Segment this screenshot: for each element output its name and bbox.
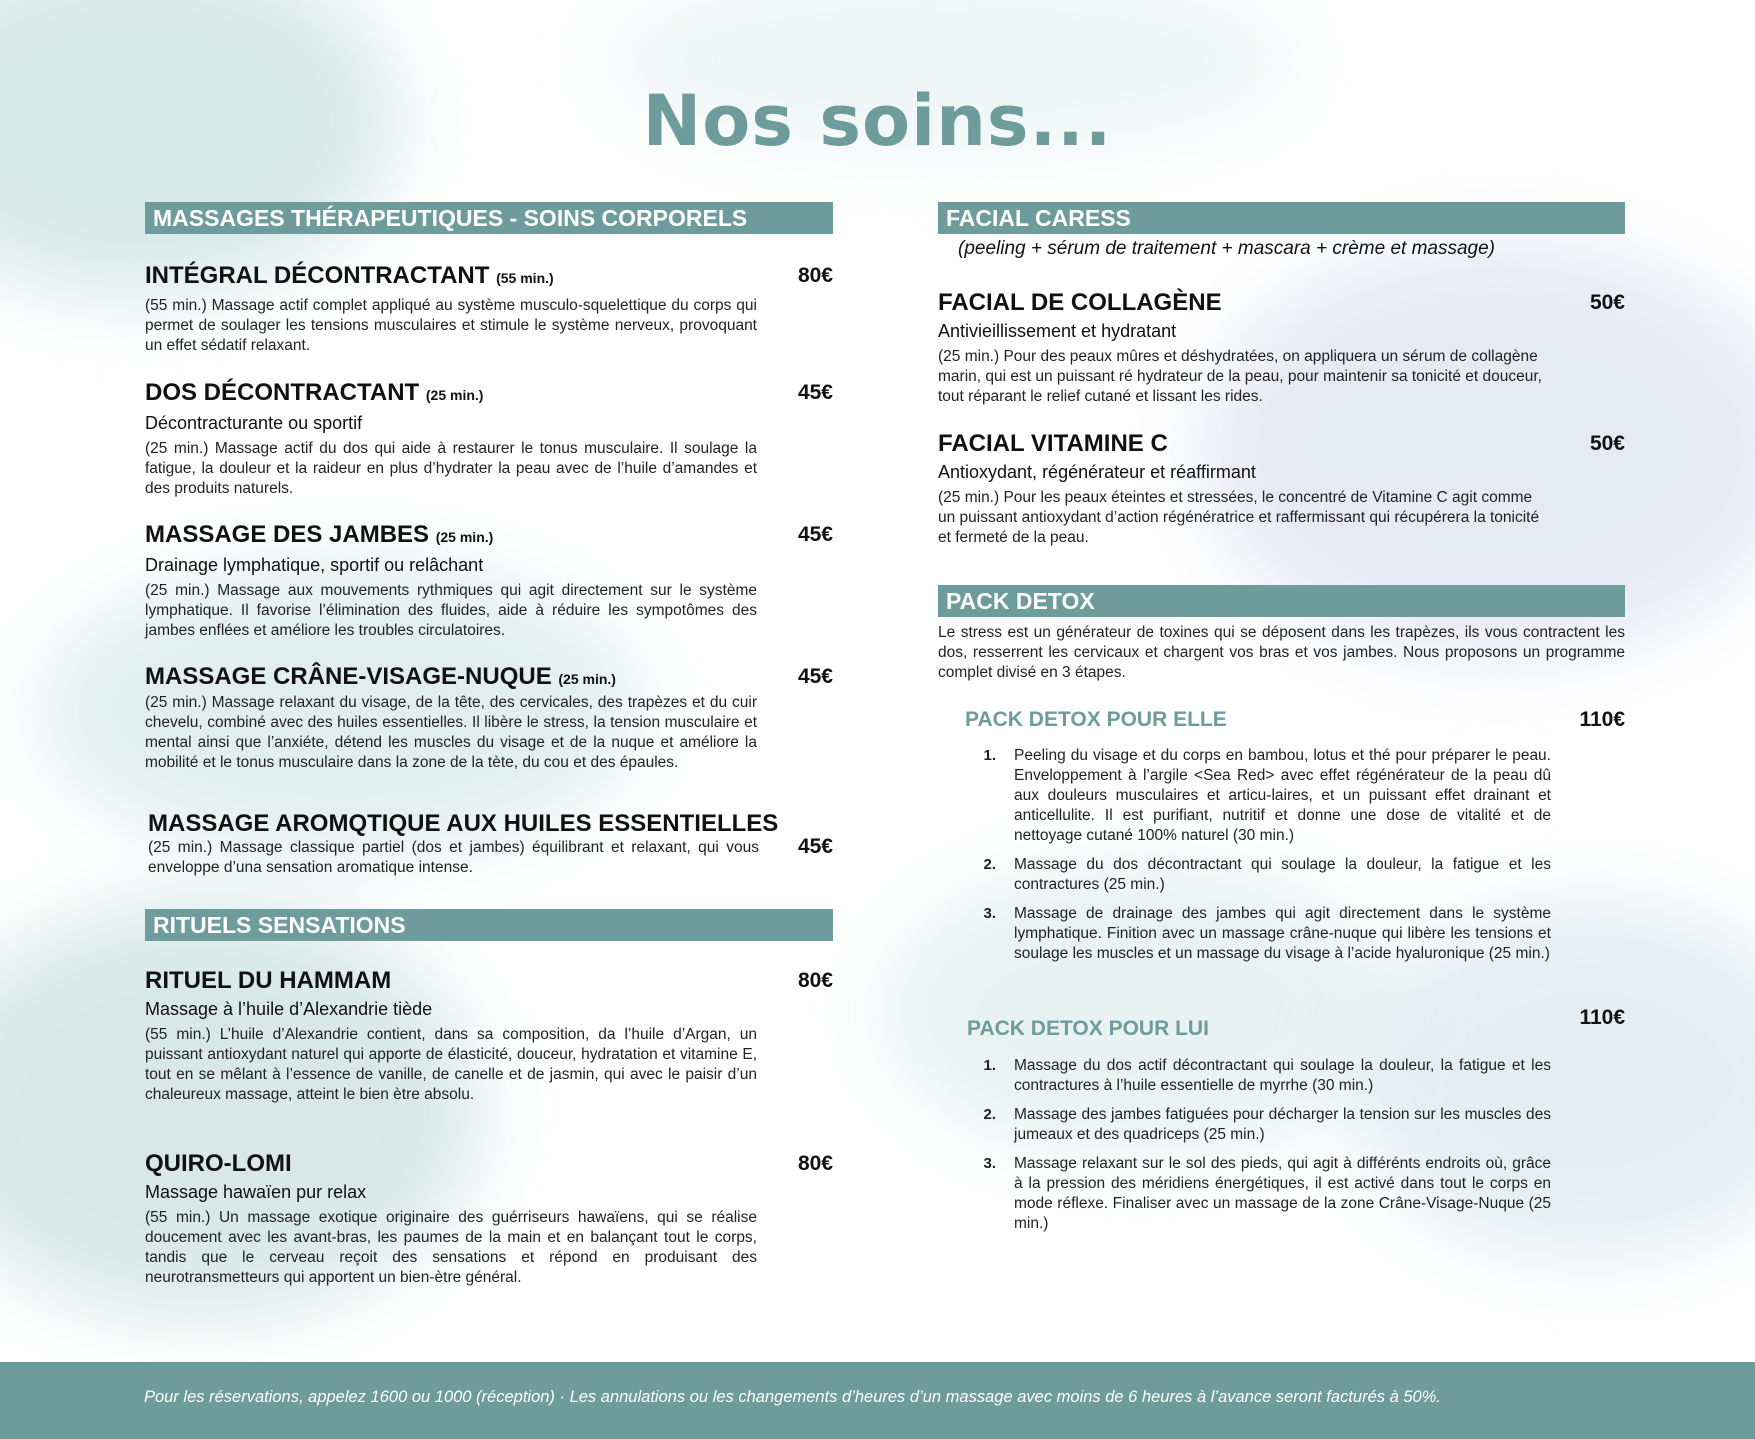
item-title: MASSAGE DES JAMBES (25 min.) bbox=[145, 521, 494, 548]
item-title: MASSAGE CRÂNE-VISAGE-NUQUE (25 min.) bbox=[145, 663, 616, 690]
item-description: (25 min.) Massage actif du dos qui aide à restaurer le tonus musculaire. Il soulage la fatigue, la douleur et la raideur en plus d’hydrater la peau avec de l’huile d’amandes et des produits naturels. bbox=[145, 440, 757, 497]
menu-item-hammam bbox=[145, 967, 757, 1105]
detox-intro bbox=[938, 623, 1625, 683]
footer-bar bbox=[0, 1362, 1755, 1439]
item-price: 80€ bbox=[797, 264, 833, 287]
item-title: MASSAGE AROMQTIQUE AUX HUILES ESSENTIELLES bbox=[148, 810, 779, 837]
pack-lui-steps bbox=[966, 1056, 1551, 1243]
section-heading-detox: PACK DETOX bbox=[938, 585, 1625, 617]
facial-note: (peeling + sérum de traitement + mascara + crème et massage) bbox=[958, 238, 1495, 259]
item-duration: (25 min.) bbox=[558, 671, 616, 687]
item-price: 45€ bbox=[797, 523, 833, 546]
step-number: 2. bbox=[983, 856, 996, 873]
menu-item-collagene bbox=[938, 289, 1550, 407]
pack-elle-price: 110€ bbox=[1579, 708, 1625, 731]
item-subtitle: Drainage lymphatique, sportif ou relâchant bbox=[145, 555, 484, 575]
item-price: 80€ bbox=[797, 969, 833, 992]
page-title: Nos soins... bbox=[642, 80, 1113, 162]
item-price: 80€ bbox=[797, 1152, 833, 1175]
item-duration: (25 min.) bbox=[425, 387, 484, 403]
pack-lui-title: PACK DETOX POUR LUI bbox=[967, 1017, 1209, 1040]
pack-lui-price: 110€ bbox=[1579, 1006, 1625, 1029]
menu-item-aromatique bbox=[148, 810, 779, 878]
item-title: DOS DÉCONTRACTANT (25 min.) bbox=[145, 379, 484, 406]
item-title: FACIAL DE COLLAGÈNE bbox=[938, 289, 1222, 316]
item-duration: (25 min.) bbox=[435, 529, 494, 545]
menu-item-integral bbox=[145, 262, 757, 356]
item-title: RITUEL DU HAMMAM bbox=[145, 967, 392, 994]
list-item: 2. Massage du dos décontractant qui soulage la douleur, la fatigue et les contractures (25 min.) bbox=[966, 855, 1551, 895]
menu-item-crane bbox=[145, 663, 757, 773]
list-item: 3. Massage de drainage des jambes qui agit directement dans le système lymphatique. Finition avec un massage crâne-nuque qui libère les tensions et soulage les muscles et un massage du visage à l’acide hyaluronique (25 min.) bbox=[966, 904, 1551, 964]
item-description: (25 min.) Pour des peaux mûres et déshydratées, on appliquera un sérum de collagène marin, qui est un puissant ré hydrateur de la peau, pour maintenir sa tonicité et douceur, tout réparant le relief cutané et lissant les rides. bbox=[938, 348, 1542, 405]
list-item: 3. Massage relaxant sur le sol des pieds, qui agit à différénts endroits où, grâce à la pression des méridiens énergétiques, il est activé dans tout le corps en mode réflexe. Finaliser avec un massage de la zone Crâne-Visage-Nuque (25 min.) bbox=[966, 1154, 1551, 1234]
menu-item-dos bbox=[145, 379, 757, 499]
item-description: (25 min.) Massage aux mouvements rythmiques qui agit directement sur le système lymphatique. Il favorise l’élimination des fluides, aide à réduire les sympotômes des jambes enflées et améliore les troubles circulatoires. bbox=[145, 582, 757, 639]
item-subtitle: Décontracturante ou sportif bbox=[145, 413, 363, 433]
item-duration: (55 min.) bbox=[496, 270, 554, 286]
item-subtitle: Massage à l’huile d’Alexandrie tiède bbox=[145, 999, 433, 1019]
pack-elle-title: PACK DETOX POUR ELLE bbox=[965, 708, 1227, 731]
item-subtitle: Massage hawaïen pur relax bbox=[145, 1182, 367, 1202]
menu-item-vitamine-c bbox=[938, 430, 1550, 548]
item-price: 50€ bbox=[1589, 291, 1625, 314]
step-number: 2. bbox=[983, 1106, 996, 1123]
item-price: 45€ bbox=[797, 665, 833, 688]
item-title: INTÉGRAL DÉCONTRACTANT (55 min.) bbox=[145, 262, 554, 289]
detox-intro-text: Le stress est un générateur de toxines qui se déposent dans les trapèzes, ils vous contractent les dos, resserrent les cervicaux et chargent vos bras et vos jambes. Nous proposons un programme complet divisé en 3 étapes. bbox=[938, 624, 1625, 681]
section-heading-facial: FACIAL CARESS bbox=[938, 202, 1625, 234]
item-title: FACIAL VITAMINE C bbox=[938, 430, 1168, 457]
menu-item-quiro-lomi bbox=[145, 1150, 757, 1288]
item-subtitle: Antioxydant, régénérateur et réaffirmant bbox=[938, 462, 1256, 482]
section-heading-massages: MASSAGES THÉRAPEUTIQUES - SOINS CORPORELS bbox=[145, 202, 833, 234]
step-number: 1. bbox=[983, 747, 996, 764]
section-heading-rituels: RITUELS SENSATIONS bbox=[145, 909, 833, 941]
step-number: 1. bbox=[983, 1057, 996, 1074]
step-number: 3. bbox=[983, 1155, 996, 1172]
footer-text: Pour les réservations, appelez 1600 ou 1000 (réception) · Les annulations ou les changements d’heures d’un massage avec moins de 6 heures à l’avance seront facturés à 50%. bbox=[144, 1388, 1441, 1406]
item-price: 50€ bbox=[1589, 432, 1625, 455]
item-description: (25 min.) Massage classique partiel (dos et jambes) équilibrant et relaxant, qui vous enveloppe d’una sensation aromatique intense. bbox=[148, 839, 759, 876]
item-description: (55 min.) Un massage exotique originaire des guérriseurs hawaïens, qui se réalise doucement avec les avant-bras, les paumes de la main et en balançant tout le corps, tandis que le cerveau reçoit des sensations et répond en produisant des neurotransmetteurs qui apportent un bien-ètre général. bbox=[145, 1209, 757, 1286]
item-description: (55 min.) Massage actif complet appliqué au système musculo-squelettique du corps qui permet de soulager les tensions musculaires et stimule le système nerveux, provoquant un effet sédatif relaxant. bbox=[145, 297, 757, 354]
item-title: QUIRO-LOMI bbox=[145, 1150, 292, 1177]
list-item: 2. Massage des jambes fatiguées pour décharger la tension sur les muscles des jumeaux et des quadriceps (25 min.) bbox=[966, 1105, 1551, 1145]
list-item: 1. Massage du dos actif décontractant qui soulage la douleur, la fatigue et les contractures à l’huile essentielle de myrrhe (30 min.) bbox=[966, 1056, 1551, 1096]
pack-elle-steps bbox=[966, 746, 1551, 973]
menu-item-jambes bbox=[145, 521, 757, 641]
item-price: 45€ bbox=[797, 835, 833, 858]
item-description: (25 min.) Massage relaxant du visage, de la tête, des cervicales, des trapèzes et du cuir chevelu, combiné avec des huiles essentielles. Il libère le stress, la tension musculaire et mental ainsi que l’anxiéte, détend les muscles du visage et de la nuque et améliore la mobilité et le tonus musculaire dans la zone de la tète, du cou et des épaules. bbox=[145, 694, 757, 771]
list-item: 1. Peeling du visage et du corps en bambou, lotus et thé pour préparer le peau. Enveloppement à l’argile <Sea Red> avec effet régénérateur de la peau dû aux douleurs musculaires et articu-laires, et un puissant effet drainant et anticellulite. Il est purifiant, nutritif et donne une dose de vitalité et de nettoyage cutané 100% naturel (30 min.) bbox=[966, 746, 1551, 846]
item-price: 45€ bbox=[797, 381, 833, 404]
item-description: (25 min.) Pour les peaux éteintes et stressées, le concentré de Vitamine C agit comme un puissant antioxydant d’action régénératrice et raffermissant qui récupérera la tonicité et fermeté de la peau. bbox=[938, 489, 1540, 546]
step-number: 3. bbox=[983, 905, 996, 922]
item-subtitle: Antivieillissement et hydratant bbox=[938, 321, 1177, 341]
item-description: (55 min.) L’huile d’Alexandrie contient, dans sa composition, da l’huile d’Argan, un puissant antioxydant naturel qui apporte de élasticité, douceur, hydratation et vitamine E, tout en se mêlant à l’essence de vanille, de canelle et de jasmin, qui avec le paisir d’un chaleureux massage, atteint le bien ètre absolu. bbox=[145, 1026, 757, 1103]
